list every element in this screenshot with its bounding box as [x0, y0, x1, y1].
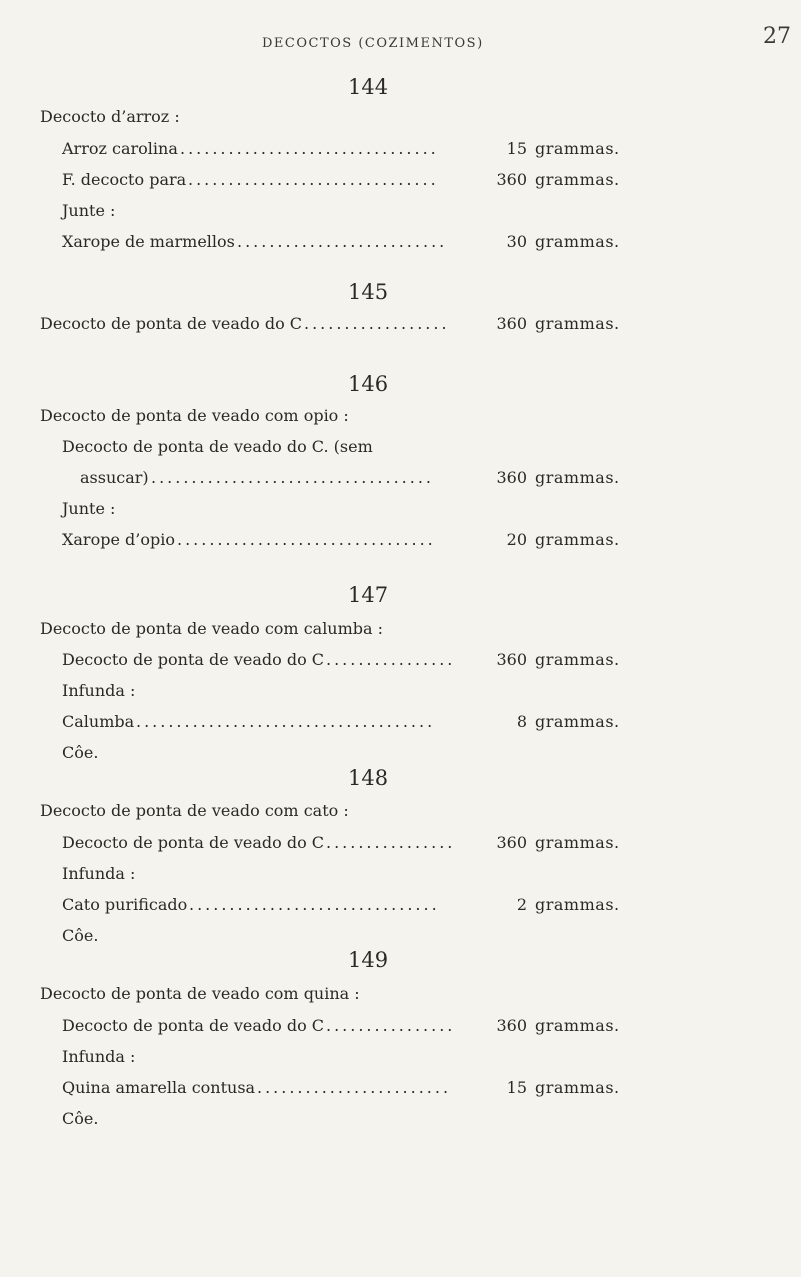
ingredient-name: Decocto de ponta de veado do C	[62, 650, 325, 669]
recipe-title: Decocto d’arroz :	[40, 107, 180, 126]
recipe-title: Decocto de ponta de veado com quina :	[40, 984, 360, 1003]
ingredient-quantity: 8 grammas.	[516, 712, 620, 731]
ingredient-name: Arroz carolina	[62, 139, 178, 158]
dot-leader: ...................................	[151, 468, 435, 487]
ingredient-line	[62, 227, 637, 257]
instruction: Junte :	[62, 499, 116, 518]
ingredient-line	[62, 1011, 637, 1041]
dot-leader: ........................	[257, 1078, 452, 1097]
recipe-title: Decocto de ponta de veado com opio :	[40, 406, 349, 425]
recipe-title: Decocto de ponta de veado com cato :	[40, 801, 349, 820]
instruction: Infunda :	[62, 681, 136, 700]
ingredient-quantity: 30 grammas.	[506, 232, 620, 251]
dot-leader: ................	[326, 650, 456, 669]
dot-leader: ................................	[180, 139, 439, 158]
instruction: Côe.	[62, 743, 99, 762]
ingredient-line	[62, 707, 637, 737]
ingredient-line	[40, 309, 637, 339]
ingredient-name: Quina amarella contusa	[62, 1078, 256, 1097]
dot-leader: ..................	[304, 314, 450, 333]
ingredient-quantity: 360 grammas.	[496, 833, 620, 852]
dot-leader: .....................................	[136, 712, 436, 731]
ingredient-quantity: 360 grammas.	[496, 468, 620, 487]
dot-leader: ...............................	[189, 895, 440, 914]
dot-leader: ...............................	[188, 170, 439, 189]
instruction: Junte :	[62, 201, 116, 220]
instruction: Infunda :	[62, 1047, 136, 1066]
ingredient-name: Decocto de ponta de veado do C	[62, 833, 325, 852]
dot-leader: ................................	[177, 530, 436, 549]
ingredient-name: Xarope d’opio	[62, 530, 175, 549]
ingredient-line	[62, 134, 637, 164]
instruction: Côe.	[62, 926, 99, 945]
ingredient-name: Cato purificado	[62, 895, 188, 914]
ingredient-line	[62, 525, 637, 555]
ingredient-quantity: 2 grammas.	[516, 895, 620, 914]
ingredient-line	[62, 645, 637, 675]
ingredient-quantity: 360 grammas.	[496, 1016, 620, 1035]
ingredient-name: F. decocto para	[62, 170, 187, 189]
ingredient-line	[62, 165, 637, 195]
ingredient-line	[80, 463, 637, 493]
ingredient-quantity: 360 grammas.	[496, 650, 620, 669]
page-header	[0, 24, 801, 60]
ingredient-name: Calumba	[62, 712, 135, 731]
ingredient-quantity: 15 grammas.	[506, 1078, 620, 1097]
ingredient-quantity: 360 grammas.	[496, 314, 620, 333]
ingredient-line	[62, 828, 637, 858]
ingredient-line	[62, 890, 637, 920]
instruction: Infunda :	[62, 864, 136, 883]
dot-leader: ................	[326, 833, 456, 852]
ingredient-name: Xarope de marmellos	[62, 232, 235, 251]
ingredient-quantity: 20 grammas.	[506, 530, 620, 549]
ingredient-line	[62, 1073, 637, 1103]
ingredient-name: assucar)	[80, 468, 149, 487]
ingredient-quantity: 360 grammas.	[496, 170, 620, 189]
instruction: Côe.	[62, 1109, 99, 1128]
recipe-title: Decocto de ponta de veado com calumba :	[40, 619, 384, 638]
dot-leader: ................	[326, 1016, 456, 1035]
recipe-title: Decocto de ponta de veado do C	[40, 314, 303, 333]
page-number: 27	[763, 24, 791, 49]
running-head: DECOCTOS (COZIMENTOS)	[262, 36, 484, 51]
instruction: Decocto de ponta de veado do C. (sem	[62, 437, 373, 456]
dot-leader: ..........................	[237, 232, 448, 251]
ingredient-quantity: 15 grammas.	[506, 139, 620, 158]
ingredient-name: Decocto de ponta de veado do C	[62, 1016, 325, 1035]
